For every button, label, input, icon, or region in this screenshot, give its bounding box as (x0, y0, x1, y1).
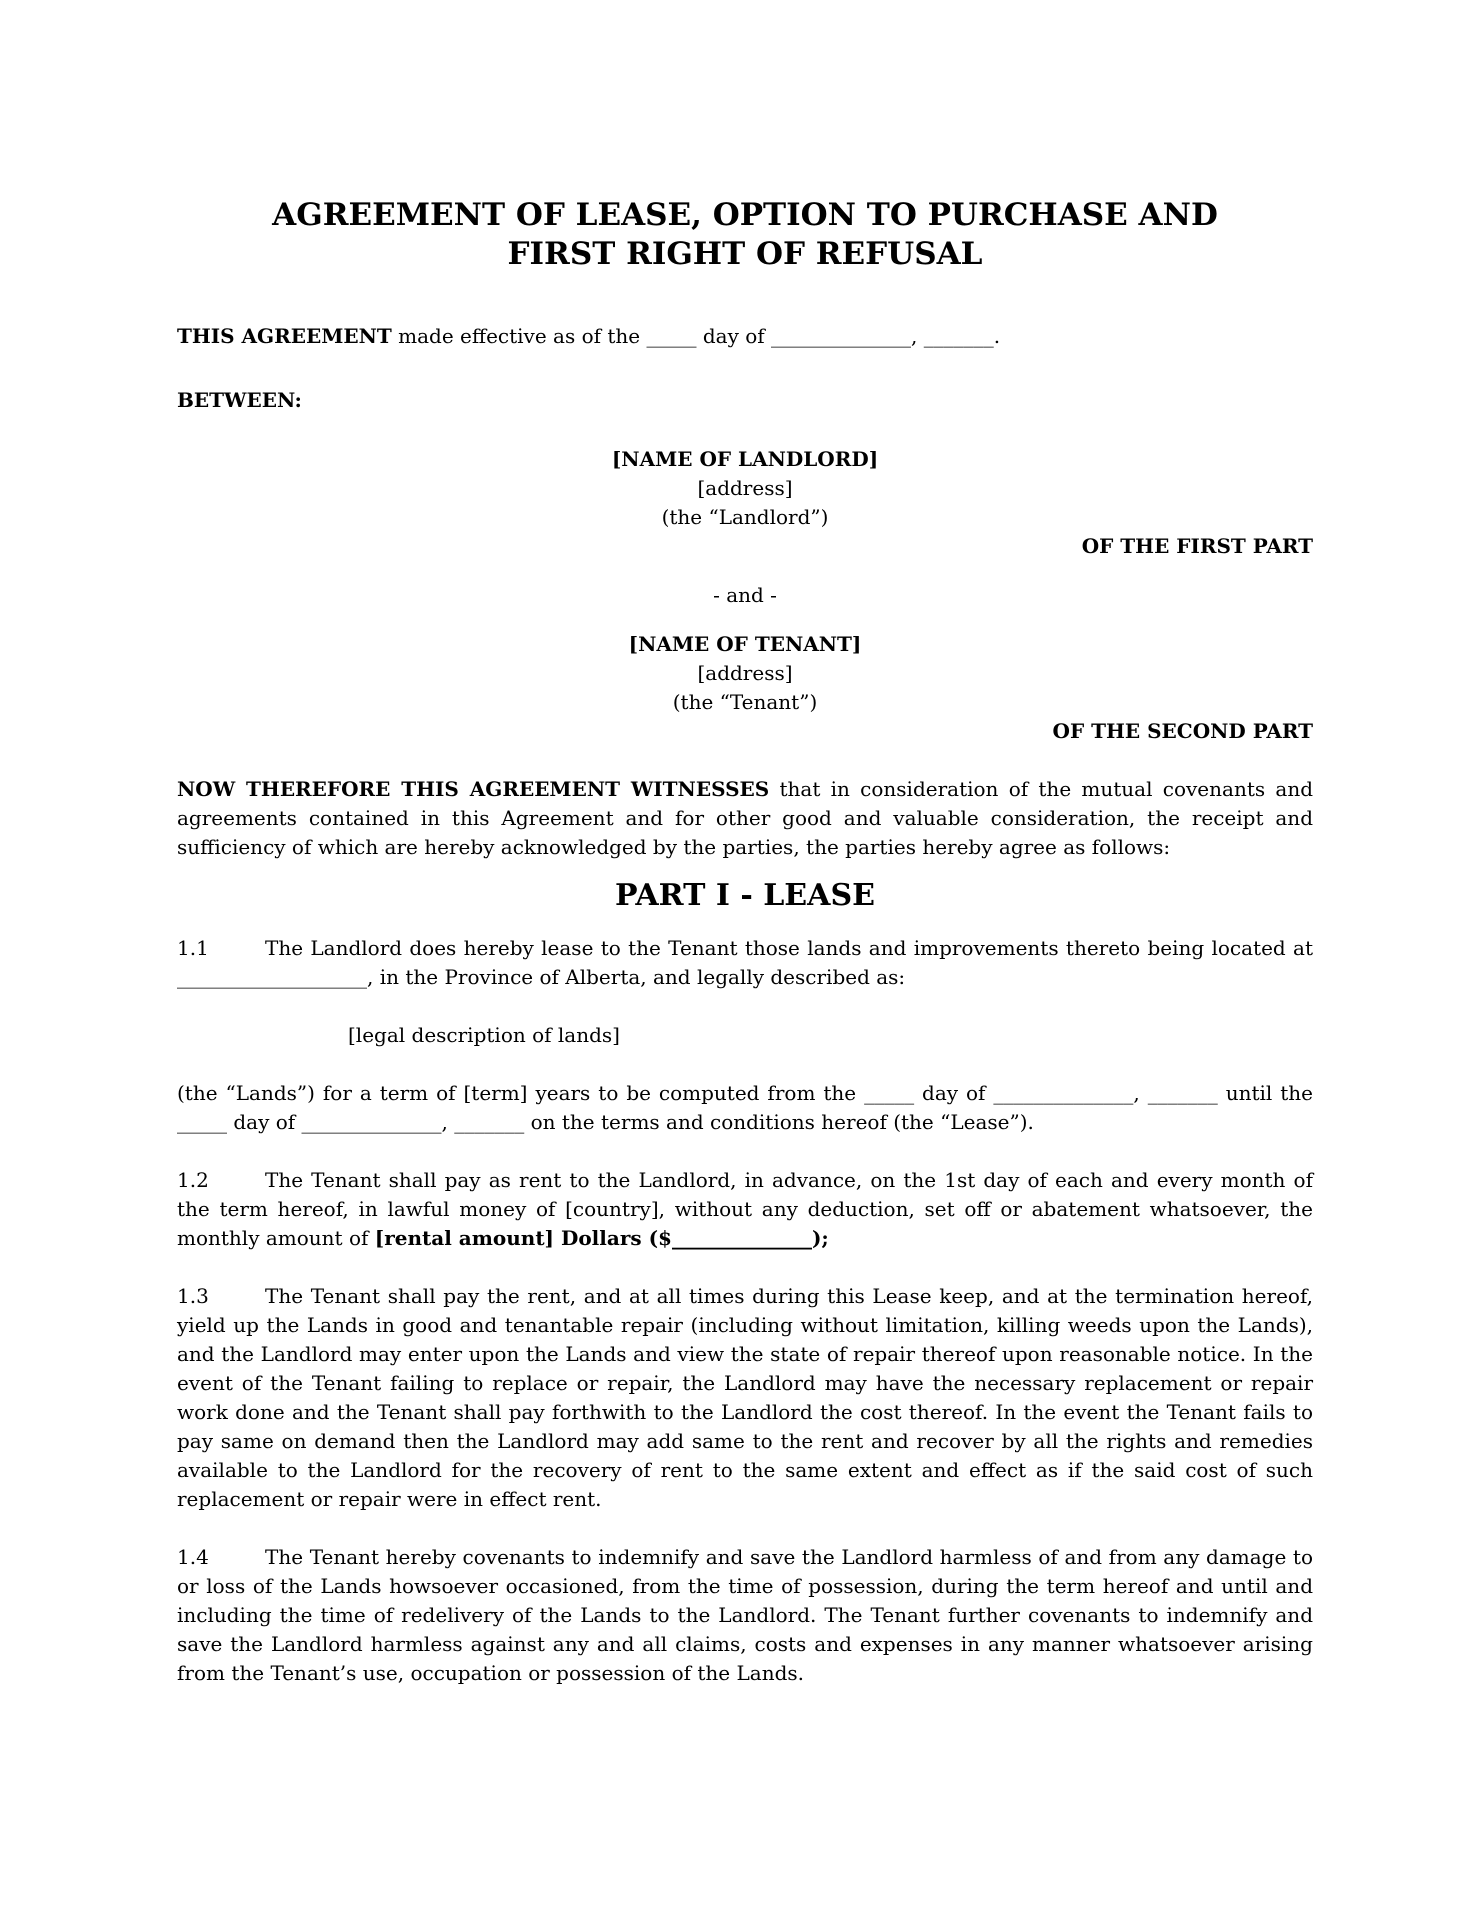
witnesseth-lead: NOW THEREFORE THIS AGREEMENT WITNESSES (177, 777, 770, 801)
document-title-line2: FIRST RIGHT OF REFUSAL (507, 236, 983, 272)
legal-description-placeholder: [legal description of lands] (348, 1023, 620, 1047)
clause-1-4-number: 1.4 (177, 1545, 209, 1569)
intro-paragraph (177, 322, 1313, 351)
clause-1-2-number: 1.2 (177, 1168, 209, 1192)
document-content (177, 0, 1313, 1688)
clause-1-4-text: The Tenant hereby covenants to indemnify and save the Landlord harmless of and from any damage to or loss of the Lands howsoever occasioned, from the time of possession, during the term hereof and until and including the time of redelivery of the Lands to the Landlord. The Tenant further covenants to indemnify and save the Landlord harmless against any and all claims, costs and expenses in any manner whatsoever arising from the Tenant’s use, occupation or possession of the Lands. (177, 1545, 1313, 1685)
landlord-address: [address] (697, 476, 793, 500)
clause-1-2-bold-text: [rental amount] Dollars ($______________); (374, 1226, 829, 1250)
tenant-alias: (the “Tenant”) (672, 690, 818, 714)
landlord-block (177, 445, 1313, 561)
landlord-alias: (the “Landlord”) (661, 505, 829, 529)
document-title-line1: AGREEMENT OF LEASE, OPTION TO PURCHASE AND (272, 197, 1218, 233)
witnesseth-paragraph (177, 775, 1313, 862)
clause-1-2-text: The Tenant shall pay as rent to the Landlord, in advance, on the 1st day of each and every month of the term hereof, in lawful money of [country], without any deduction, set off or abatement whatsoever, the monthly amount of (177, 1168, 1313, 1250)
witnesseth-rest: that in consideration of the mutual covenants and agreements contained in this Agreement and for other good and valuable consideration, the receipt and sufficiency of which are hereby acknowledged by the parties, the parties hereby agree as follows: (177, 777, 1313, 859)
clause-1-3 (177, 1282, 1313, 1514)
clause-1-1-number: 1.1 (177, 936, 209, 960)
tenant-name: [NAME OF TENANT] (628, 632, 862, 656)
lands-term-paragraph: (the “Lands”) for a term of [term] years to be computed from the _____ day of ______________, _______ until the _____ day of ______________, _______ on the terms and conditions hereof (the “Lease”). (177, 1081, 1313, 1134)
tenant-block (177, 630, 1313, 746)
clause-1-2 (177, 1166, 1313, 1253)
clause-1-3-number: 1.3 (177, 1284, 209, 1308)
clause-1-3-text: The Tenant shall pay the rent, and at all times during this Lease keep, and at the termination hereof, yield up the Lands in good and tenantable repair (including without limitation, killing weeds upon the Lands), and the Landlord may enter upon the Lands and view the state of repair thereof upon reasonable notice. In the event of the Tenant failing to replace or repair, the Landlord may have the necessary replacement or repair work done and the Tenant shall pay forthwith to the Landlord the cost thereof. In the event the Tenant fails to pay same on demand then the Landlord may add same to the rent and recover by all the rights and remedies available to the Landlord for the recovery of rent to the same extent and effect as if the said cost of such replacement or repair were in effect rent. (177, 1284, 1313, 1511)
first-part-label: OF THE FIRST PART (1081, 534, 1313, 558)
between-label: BETWEEN: (177, 388, 302, 412)
and-separator: - and - (713, 583, 777, 607)
intro-lead: THIS AGREEMENT (177, 324, 392, 348)
landlord-name: [NAME OF LANDLORD] (611, 447, 879, 471)
intro-rest: made effective as of the _____ day of ______________, _______. (391, 324, 1001, 348)
clause-1-1 (177, 934, 1313, 992)
document-title (177, 196, 1313, 274)
part1-heading: PART I - LEASE (615, 878, 875, 913)
tenant-address: [address] (697, 661, 793, 685)
second-part-label: OF THE SECOND PART (1052, 719, 1313, 743)
clause-1-1-text: The Landlord does hereby lease to the Tenant those lands and improvements thereto being located at ___________________, in the Province of Alberta, and legally described as: (177, 936, 1313, 989)
clause-1-4 (177, 1543, 1313, 1688)
